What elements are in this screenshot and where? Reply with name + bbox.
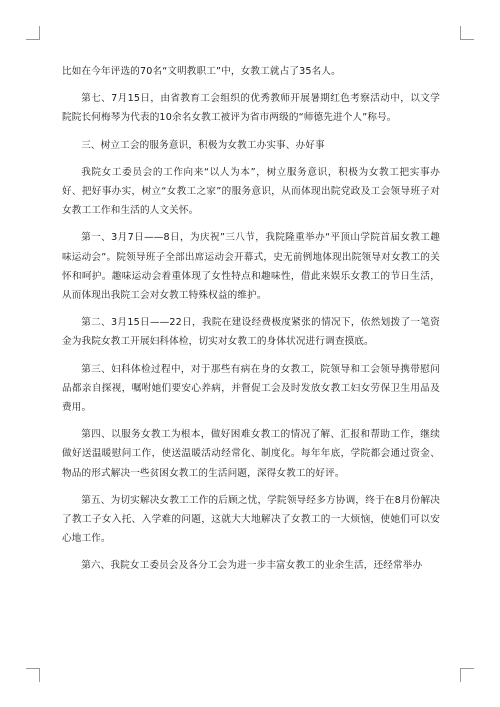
crop-mark-top-left [26, 26, 40, 40]
paragraph-service-intro: 我院女工委员会的工作向来“以人为本”，树立服务意识，积极为女教工把实事办好、把好事办实，树立“女教工之家”的服务意识，从而体现出院党政及工会领导班子对女教工工作和生活的人文关怀。 [62, 166, 440, 217]
paragraph-item-one: 第一、3月7日——8日，为庆祝”三八节，我院隆重举办“平顶山学院首届女教工趣味运动会”。院领导班子全部出席运动会开幕式，史无前例地体现出院领导对女教工的关怀和呵护。趣味运动会着重体现了女性特点和趣味性，借此来娱乐女教工的节日生活，从而体现出我院工会对女教工特殊权益的维护。 [62, 232, 440, 302]
paragraph-item-three: 第三、妇科体检过程中，对于那些有病在身的女教工，院领导和工会领导携带慰问品都亲自探视，嘱咐她们要安心养病，并督促工会及时发放女教工妇女劳保卫生用品及费用。 [62, 363, 440, 414]
section-heading-three: 三、树立工会的服务意识，积极为女教工办实事、办好事 [81, 139, 325, 151]
crop-mark-bottom-right [460, 668, 474, 682]
crop-mark-top-right [460, 26, 474, 40]
paragraph-continuation: 比如在今年评选的70名“文明教职工”中，女教工就占了35名人。 [62, 66, 341, 77]
paragraph-item-four: 第四、以服务女教工为根本，做好困难女教工的情况了解、汇报和帮助工作，继续做好送温暖慰问工作，使送温暖活动经常化、制度化。每年年底，学院都会通过资金、物品的形式解决一些贫困女教工的生活问题，深得女教工的好评。 [62, 429, 440, 479]
crop-mark-bottom-left [26, 668, 40, 682]
paragraph-item-five: 第五、为切实解决女教工工作的后顾之忧，学院领导经多方协调，终于在8月份解决了教工子女入托、入学难的问题，这就大大地解决了女教工的一大烦恼，使她们可以安心地工作。 [62, 494, 440, 545]
paragraph-item-two: 第二、3月15日——22日，我院在建设经费极度紧张的情况下，依然划拨了一笔资金为我院女教工开展妇科体检，切实对女教工的身体状况进行调查摸底。 [62, 317, 440, 348]
document-body [62, 62, 440, 576]
paragraph-item-six: 第六、我院女工委员会及各分工会为进一步丰富女教工的业余生活，还经常举办 [81, 560, 423, 572]
paragraph-item-seven: 第七、7月15日，由省教育工会组织的优秀教师开展暑期红色考察活动中，以文学院院长何梅琴为代表的10余名女教工被评为省市两级的“师德先进个人”称号。 [62, 93, 440, 124]
